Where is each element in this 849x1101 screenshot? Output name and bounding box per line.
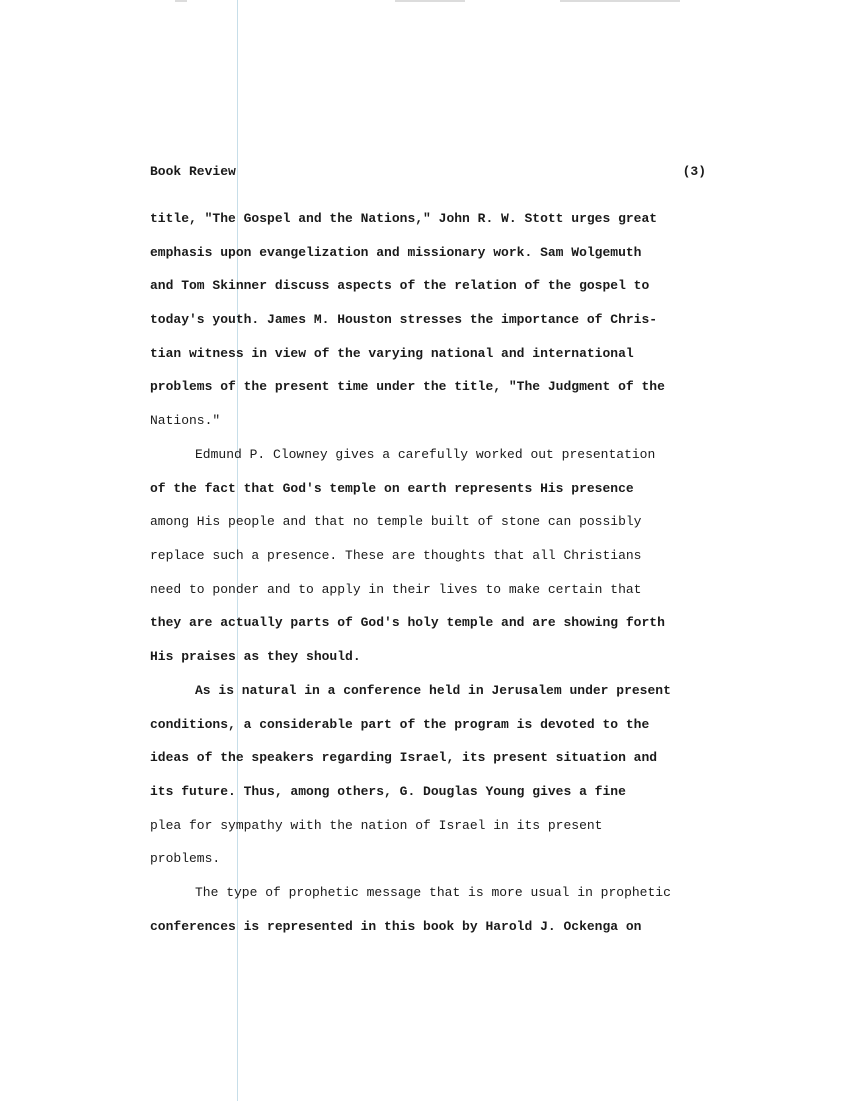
- text-line: conferences is represented in this book by Harold J. Ockenga on: [150, 918, 642, 934]
- text-line: plea for sympathy with the nation of Israel in its present: [150, 817, 603, 833]
- paragraph-2: [150, 438, 710, 674]
- text-line: ideas of the speakers regarding Israel, its present situation and: [150, 750, 658, 766]
- scan-mark: [175, 0, 187, 2]
- page-number: (3): [682, 164, 706, 179]
- text-line: among His people and that no temple built of stone can possibly: [150, 514, 642, 530]
- text-line: Edmund P. Clowney gives a carefully worked out presentation: [195, 447, 656, 462]
- header-title: Book Review: [150, 164, 236, 179]
- text-line: title, "The Gospel and the Nations," John R. W. Stott urges great: [150, 211, 658, 226]
- paragraph-4: [150, 876, 710, 943]
- text-line: As is natural in a conference held in Jerusalem under present: [195, 683, 671, 698]
- text-line: problems.: [150, 851, 221, 867]
- text-line: of the fact that God's temple on earth represents His presence: [150, 480, 634, 496]
- text-line: today's youth. James M. Houston stresses the importance of Chris-: [150, 312, 658, 328]
- paragraph-1: [150, 202, 710, 438]
- text-line: and Tom Skinner discuss aspects of the relation of the gospel to: [150, 278, 650, 294]
- text-line: Nations.": [150, 413, 221, 429]
- scan-mark: [395, 0, 465, 2]
- page-header: [150, 164, 706, 184]
- scan-mark: [560, 0, 680, 2]
- text-line: replace such a presence. These are thoughts that all Christians: [150, 548, 642, 564]
- text-line: His praises as they should.: [150, 649, 361, 665]
- paragraph-3: [150, 674, 710, 876]
- text-line: they are actually parts of God's holy temple and are showing forth: [150, 615, 665, 631]
- text-line: emphasis upon evangelization and missionary work. Sam Wolgemuth: [150, 244, 642, 260]
- text-line: need to ponder and to apply in their lives to make certain that: [150, 581, 642, 597]
- text-line: its future. Thus, among others, G. Douglas Young gives a fine: [150, 784, 626, 800]
- text-line: problems of the present time under the title, "The Judgment of the: [150, 379, 665, 395]
- text-line: The type of prophetic message that is more usual in prophetic: [195, 885, 671, 900]
- text-line: conditions, a considerable part of the program is devoted to the: [150, 716, 650, 732]
- text-line: tian witness in view of the varying national and international: [150, 345, 634, 361]
